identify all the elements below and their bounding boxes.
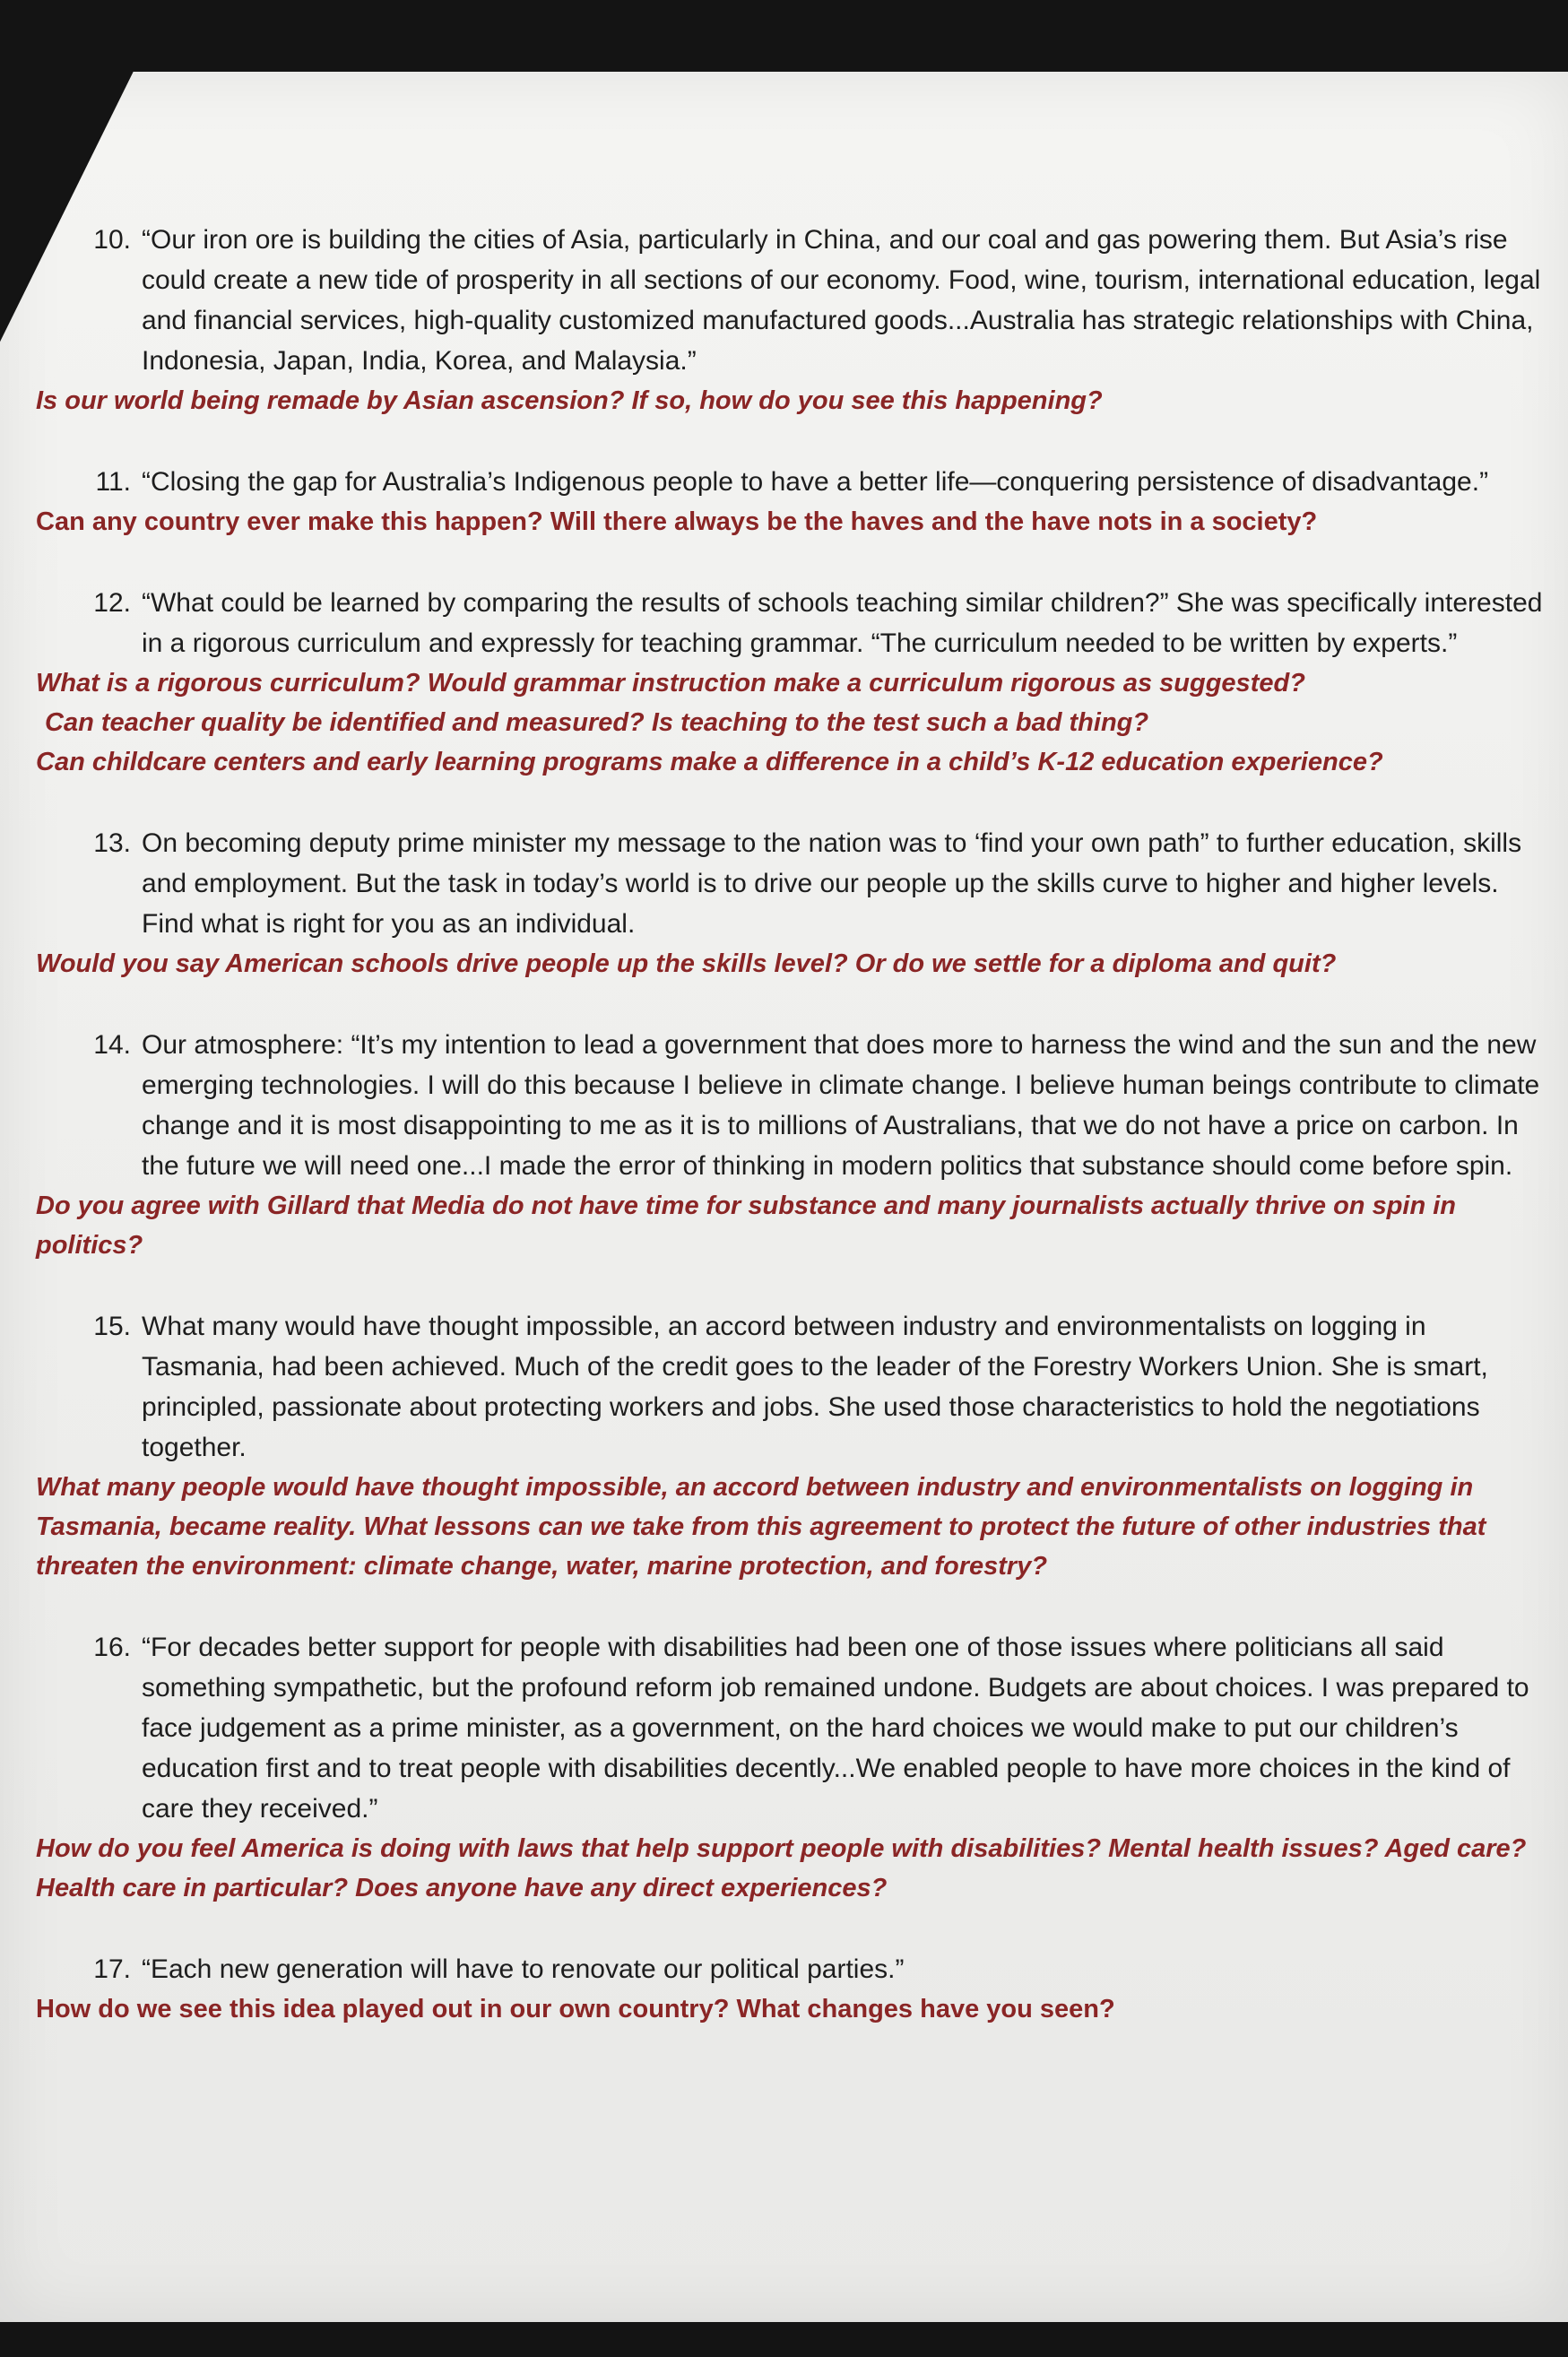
item-number: 11. <box>95 467 131 497</box>
item-number: 10. <box>93 225 131 255</box>
item-quote: What many would have thought impossible, an accord between industry and environmentalists on logging in Tasmania, had been achieved. Much of the credit goes to the leader of the Forestry Workers Union. She is smart, principled, passionate about protecting workers and jobs. She used those characteristics to hold the negotiations together. <box>142 1312 1488 1462</box>
item-question: Can any country ever make this happen? Will there always be the haves and the have nots in a society? <box>36 507 1318 536</box>
item-question: Is our world being remade by Asian ascension? If so, how do you see this happening? <box>36 386 1103 415</box>
item-17 <box>36 1949 1546 2029</box>
item-quote: “What could be learned by comparing the results of schools teaching similar children?” She was specifically interested in a rigorous curriculum and expressly for teaching grammar. “The curriculum needed to be written by experts.” <box>142 588 1543 658</box>
item-11 <box>36 462 1546 542</box>
item-number: 12. <box>93 588 131 618</box>
item-quote: “For decades better support for people with disabilities had been one of those issues where politicians all said something sympathetic, but the profound reform job remained undone. Budgets are about choices. I was prepared to face judgement as a prime minister, as a government, on the hard choices we would make to put our children’s education first and to treat people with disabilities decently...We enabled people to have more choices in the kind of care they received.” <box>142 1633 1529 1824</box>
item-quote: On becoming deputy prime minister my message to the nation was to ‘find your own path” to further education, skills and employment. But the task in today’s world is to drive our people up the skills curve to higher and higher levels. Find what is right for you as an individual. <box>142 828 1522 939</box>
item-question: Can teacher quality be identified and measured? Is teaching to the test such a bad thing? <box>45 708 1149 737</box>
item-number: 16. <box>93 1633 131 1662</box>
item-13 <box>36 823 1546 984</box>
item-number: 13. <box>93 828 131 858</box>
item-number: 15. <box>93 1312 131 1341</box>
item-quote: “Our iron ore is building the cities of Asia, particularly in China, and our coal and gas powering them. But Asia’s rise could create a new tide of prosperity in all sections of our economy. Food, wine, tourism, international education, legal and financial services, high-quality customized manufactured goods...Australia has strategic relationships with China, Indonesia, Japan, India, Korea, and Malaysia.” <box>142 225 1541 376</box>
item-10 <box>36 220 1546 420</box>
item-15 <box>36 1306 1546 1586</box>
item-question: What many people would have thought impossible, an accord between industry and environmentalists on logging in Tasmania, became reality. What lessons can we take from this agreement to protect the future of other industries that threaten the environment: climate change, water, marine protection, and forestry? <box>36 1473 1486 1581</box>
discussion-questions-list <box>36 220 1546 2070</box>
item-quote: “Closing the gap for Australia’s Indigenous people to have a better life—conquering persistence of disadvantage.” <box>142 467 1489 497</box>
item-number: 17. <box>93 1954 131 1984</box>
item-question: Do you agree with Gillard that Media do not have time for substance and many journalists actually thrive on spin in politics? <box>36 1191 1457 1260</box>
item-number: 14. <box>93 1030 131 1060</box>
item-14 <box>36 1025 1546 1265</box>
item-quote: “Each new generation will have to renovate our political parties.” <box>142 1954 905 1984</box>
item-question: How do you feel America is doing with laws that help support people with disabilities? Mental health issues? Aged care? Health care in particular? Does anyone have any direct experiences? <box>36 1834 1527 1902</box>
item-16 <box>36 1627 1546 1908</box>
item-question: How do we see this idea played out in our own country? What changes have you seen? <box>36 1995 1115 2023</box>
item-question: Can childcare centers and early learning programs make a difference in a child’s K-12 education experience? <box>36 748 1383 776</box>
item-quote: Our atmosphere: “It’s my intention to lead a government that does more to harness the wind and the sun and the new emerging technologies. I will do this because I believe in climate change. I believe human beings contribute to climate change and it is most disappointing to me as it is to millions of Australians, that we do not have a price on carbon. In the future we will need one...I made the error of thinking in modern politics that substance should come before spin. <box>142 1030 1540 1181</box>
item-question: What is a rigorous curriculum? Would grammar instruction make a curriculum rigorous as suggested? <box>36 669 1305 698</box>
item-question: Would you say American schools drive people up the skills level? Or do we settle for a diploma and quit? <box>36 949 1337 978</box>
item-12 <box>36 583 1546 782</box>
